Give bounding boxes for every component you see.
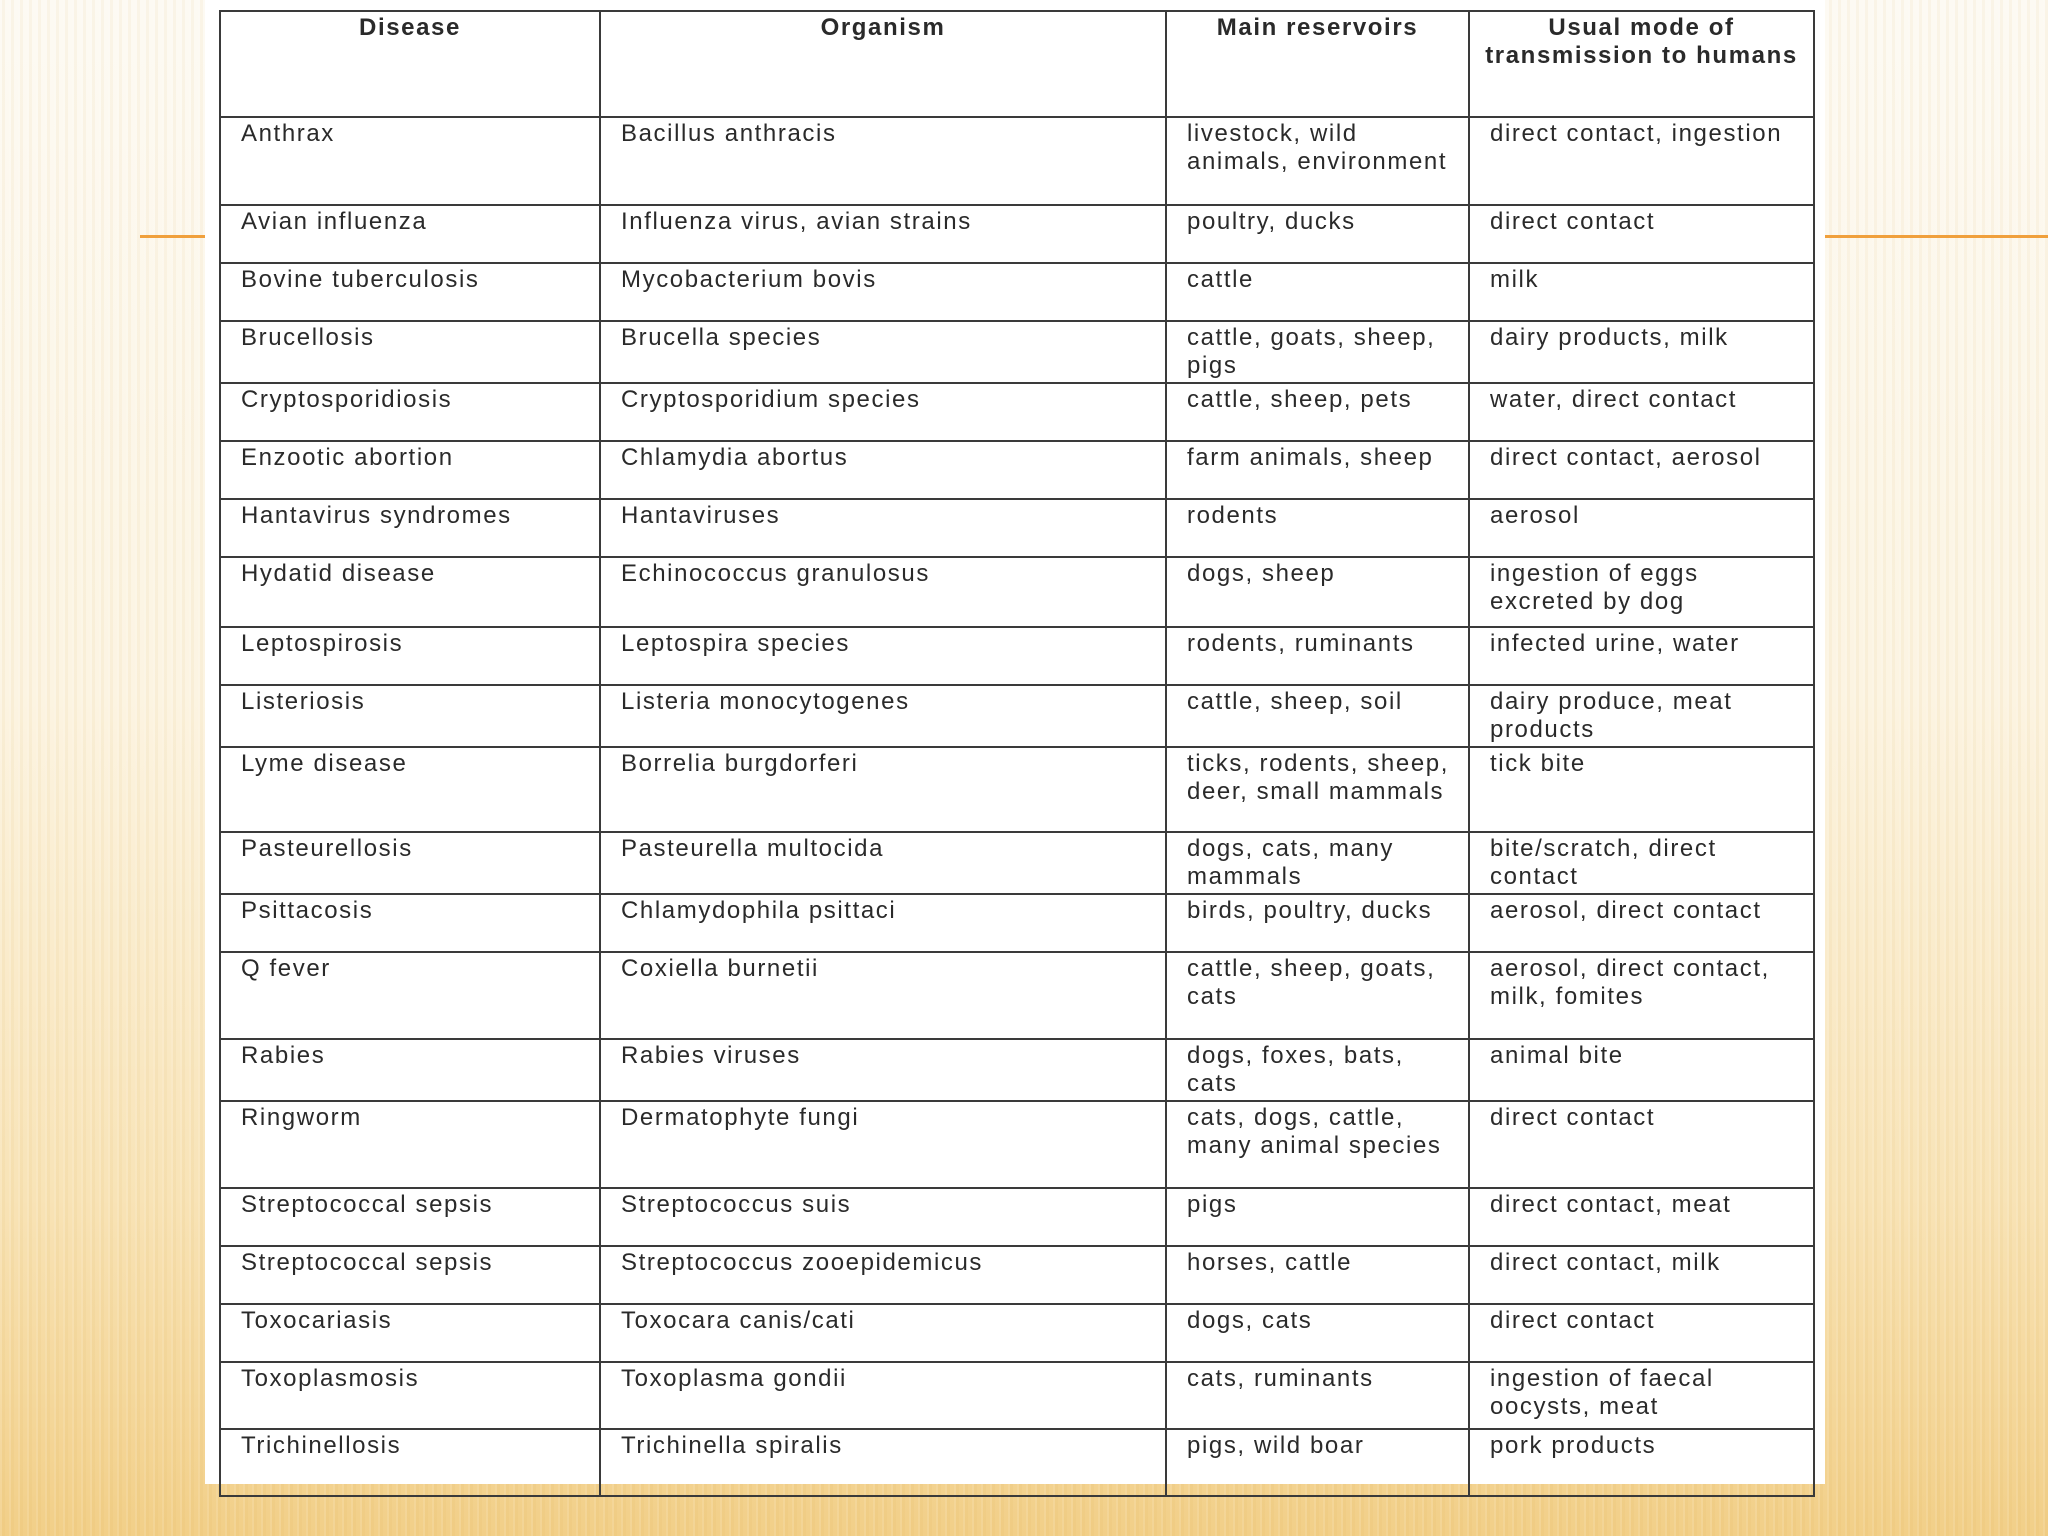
cell-transmission: water, direct contact [1469, 383, 1814, 441]
table-row [220, 1429, 1814, 1496]
table-row [220, 952, 1814, 1039]
table-row [220, 627, 1814, 685]
cell-transmission: dairy products, milk [1469, 321, 1814, 383]
cell-disease: Toxoplasmosis [220, 1362, 600, 1429]
table-row [220, 1039, 1814, 1101]
table-row [220, 441, 1814, 499]
decorative-line-left [140, 235, 215, 238]
zoonoses-table [219, 10, 1815, 1497]
cell-organism: Toxocara canis/cati [600, 1304, 1166, 1362]
cell-reservoirs: farm animals, sheep [1166, 441, 1469, 499]
cell-organism: Trichinella spiralis [600, 1429, 1166, 1496]
cell-disease: Pasteurellosis [220, 832, 600, 894]
header-main-reservoirs: Main reservoirs [1166, 11, 1469, 117]
cell-reservoirs: cats, dogs, cattle, many animal species [1166, 1101, 1469, 1188]
cell-reservoirs: rodents [1166, 499, 1469, 557]
cell-reservoirs: cattle, sheep, pets [1166, 383, 1469, 441]
cell-organism: Rabies viruses [600, 1039, 1166, 1101]
cell-reservoirs: dogs, cats [1166, 1304, 1469, 1362]
cell-reservoirs: cattle, goats, sheep, pigs [1166, 321, 1469, 383]
table-row [220, 1362, 1814, 1429]
table-header-row [220, 11, 1814, 117]
cell-organism: Streptococcus suis [600, 1188, 1166, 1246]
cell-reservoirs: cattle [1166, 263, 1469, 321]
cell-transmission: ingestion of faecal oocysts, meat [1469, 1362, 1814, 1429]
header-disease: Disease [220, 11, 600, 117]
header-organism: Organism [600, 11, 1166, 117]
table-row [220, 894, 1814, 952]
table-body [220, 117, 1814, 1496]
cell-transmission: aerosol, direct contact [1469, 894, 1814, 952]
cell-disease: Anthrax [220, 117, 600, 205]
cell-disease: Bovine tuberculosis [220, 263, 600, 321]
table-row [220, 383, 1814, 441]
cell-reservoirs: birds, poultry, ducks [1166, 894, 1469, 952]
cell-transmission: milk [1469, 263, 1814, 321]
table-row [220, 557, 1814, 627]
cell-organism: Toxoplasma gondii [600, 1362, 1166, 1429]
cell-transmission: direct contact, milk [1469, 1246, 1814, 1304]
cell-transmission: dairy produce, meat products [1469, 685, 1814, 747]
table-row [220, 832, 1814, 894]
table-row [220, 205, 1814, 263]
cell-transmission: aerosol, direct contact, milk, fomites [1469, 952, 1814, 1039]
table-row [220, 499, 1814, 557]
cell-transmission: tick bite [1469, 747, 1814, 832]
cell-disease: Toxocariasis [220, 1304, 600, 1362]
cell-organism: Leptospira species [600, 627, 1166, 685]
cell-transmission: direct contact, ingestion [1469, 117, 1814, 205]
cell-reservoirs: pigs [1166, 1188, 1469, 1246]
cell-disease: Leptospirosis [220, 627, 600, 685]
cell-organism: Influenza virus, avian strains [600, 205, 1166, 263]
cell-transmission: bite/scratch, direct contact [1469, 832, 1814, 894]
cell-reservoirs: cattle, sheep, goats, cats [1166, 952, 1469, 1039]
cell-disease: Streptococcal sepsis [220, 1246, 600, 1304]
cell-reservoirs: livestock, wild animals, environment [1166, 117, 1469, 205]
header-transmission: Usual mode of transmission to humans [1469, 11, 1814, 117]
cell-reservoirs: dogs, sheep [1166, 557, 1469, 627]
cell-reservoirs: pigs, wild boar [1166, 1429, 1469, 1496]
cell-disease: Cryptosporidiosis [220, 383, 600, 441]
cell-transmission: ingestion of eggs excreted by dog [1469, 557, 1814, 627]
cell-organism: Streptococcus zooepidemicus [600, 1246, 1166, 1304]
cell-reservoirs: ticks, rodents, sheep, deer, small mammals [1166, 747, 1469, 832]
cell-disease: Ringworm [220, 1101, 600, 1188]
cell-transmission: direct contact [1469, 1101, 1814, 1188]
cell-transmission: direct contact [1469, 205, 1814, 263]
table-panel [205, 0, 1825, 1484]
table-row [220, 321, 1814, 383]
cell-transmission: direct contact, aerosol [1469, 441, 1814, 499]
cell-transmission: direct contact [1469, 1304, 1814, 1362]
cell-organism: Echinococcus granulosus [600, 557, 1166, 627]
cell-transmission: direct contact, meat [1469, 1188, 1814, 1246]
cell-organism: Pasteurella multocida [600, 832, 1166, 894]
cell-disease: Hantavirus syndromes [220, 499, 600, 557]
table-row [220, 747, 1814, 832]
cell-organism: Chlamydophila psittaci [600, 894, 1166, 952]
cell-disease: Lyme disease [220, 747, 600, 832]
cell-reservoirs: dogs, foxes, bats, cats [1166, 1039, 1469, 1101]
cell-reservoirs: dogs, cats, many mammals [1166, 832, 1469, 894]
cell-transmission: animal bite [1469, 1039, 1814, 1101]
table-row [220, 117, 1814, 205]
cell-disease: Brucellosis [220, 321, 600, 383]
cell-organism: Listeria monocytogenes [600, 685, 1166, 747]
cell-reservoirs: cattle, sheep, soil [1166, 685, 1469, 747]
cell-organism: Coxiella burnetii [600, 952, 1166, 1039]
decorative-line-right [1822, 235, 2048, 238]
cell-organism: Brucella species [600, 321, 1166, 383]
cell-disease: Avian influenza [220, 205, 600, 263]
cell-disease: Streptococcal sepsis [220, 1188, 600, 1246]
table-row [220, 1188, 1814, 1246]
table-row [220, 1246, 1814, 1304]
cell-disease: Trichinellosis [220, 1429, 600, 1496]
cell-transmission: pork products [1469, 1429, 1814, 1496]
cell-organism: Hantaviruses [600, 499, 1166, 557]
cell-organism: Borrelia burgdorferi [600, 747, 1166, 832]
cell-reservoirs: poultry, ducks [1166, 205, 1469, 263]
table-row [220, 685, 1814, 747]
table-row [220, 1304, 1814, 1362]
cell-disease: Enzootic abortion [220, 441, 600, 499]
table-row [220, 1101, 1814, 1188]
cell-reservoirs: cats, ruminants [1166, 1362, 1469, 1429]
cell-transmission: aerosol [1469, 499, 1814, 557]
cell-disease: Listeriosis [220, 685, 600, 747]
cell-disease: Rabies [220, 1039, 600, 1101]
cell-reservoirs: rodents, ruminants [1166, 627, 1469, 685]
cell-reservoirs: horses, cattle [1166, 1246, 1469, 1304]
cell-disease: Q fever [220, 952, 600, 1039]
cell-disease: Hydatid disease [220, 557, 600, 627]
cell-disease: Psittacosis [220, 894, 600, 952]
cell-organism: Dermatophyte fungi [600, 1101, 1166, 1188]
cell-organism: Chlamydia abortus [600, 441, 1166, 499]
cell-organism: Cryptosporidium species [600, 383, 1166, 441]
cell-transmission: infected urine, water [1469, 627, 1814, 685]
table-row [220, 263, 1814, 321]
cell-organism: Mycobacterium bovis [600, 263, 1166, 321]
cell-organism: Bacillus anthracis [600, 117, 1166, 205]
